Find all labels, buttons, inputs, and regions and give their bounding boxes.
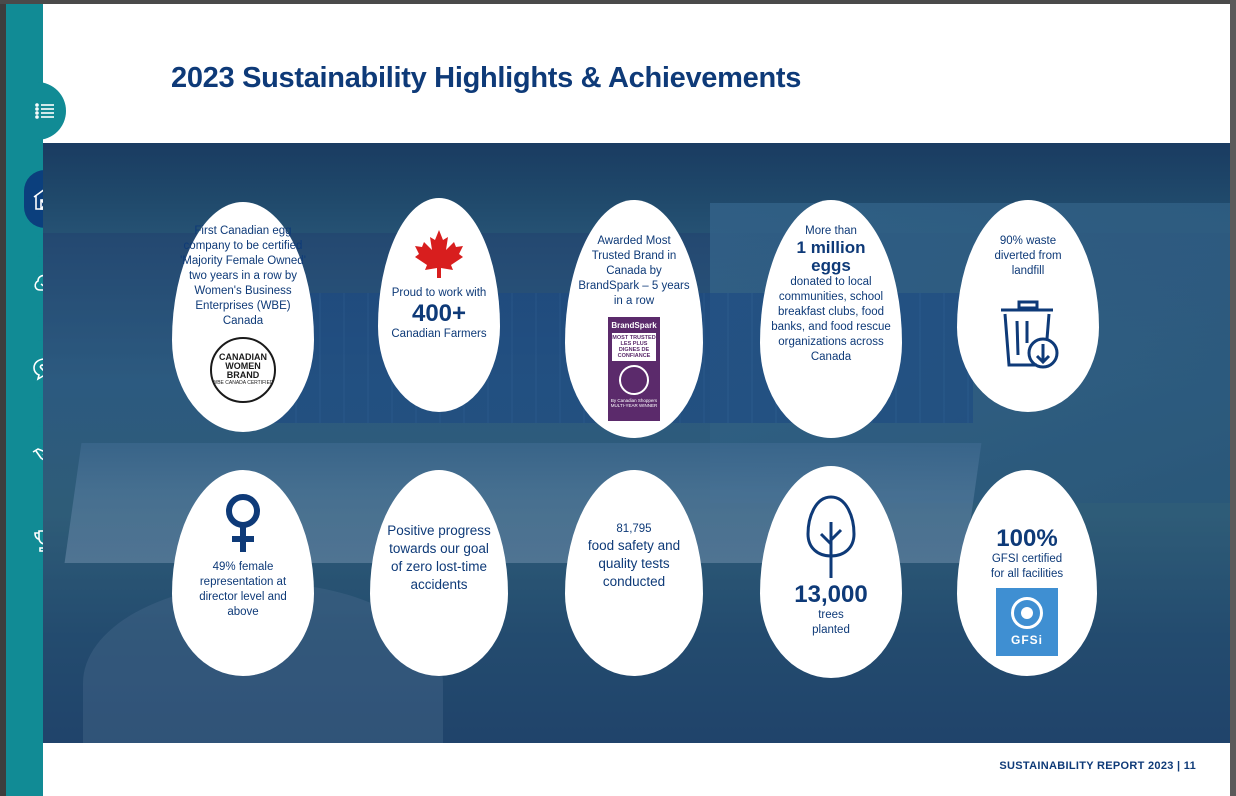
list-icon [31,97,59,125]
eggs-value-1: 1 million [796,238,866,257]
female-symbol-icon [223,492,263,554]
highlight-brandspark [565,200,703,438]
farmers-pre: Proud to work with [391,287,487,299]
trees-post: trees planted [812,609,850,636]
page-title: 2023 Sustainability Highlights & Achievements [171,62,802,94]
female-text: 49% female representation at director level and above [199,561,287,618]
tests-post: food safety and quality tests conducted [587,538,681,589]
waste-text: 90% waste diverted from landfill [994,235,1062,277]
tests-value: 81,795 [616,523,652,535]
brandspark-badge: BrandSpark MOST TRUSTED LES PLUS DIGNES DE CONFIANCE By Canadian Shoppers MULTI-YEAR WINNER [608,317,660,421]
trees-value: 13,000 [794,581,868,608]
farmers-post: Canadian Farmers [391,328,487,340]
brandspark-text: Awarded Most Trusted Brand in Canada by BrandSpark – 5 years in a row [578,235,690,307]
gfsi-logo: GFSi [996,588,1058,656]
recycling-bin-icon [995,299,1061,371]
eggs-post: donated to local communities, school breakfast clubs, food banks, and food rescue organizations across Canada [771,276,891,363]
eggs-pre: More than [805,225,857,237]
canadian-women-brand-badge: CANADIAN WOMEN BRAND WBE CANADA CERTIFIED [210,337,276,403]
gfsi-post: GFSI certified for all facilities [990,553,1064,580]
eggs-value-2: eggs [811,256,851,275]
gfsi-value: 100% [996,525,1058,552]
farmers-value: 400+ [411,300,467,327]
highlight-wbe [172,202,314,432]
wbe-text: First Canadian egg company to be certified 'Majority Female Owned' two years in a row by Women's Business Enterprises (WBE) Canada [180,225,306,327]
page-footer: SUSTAINABILITY REPORT 2023 | 11 [999,760,1196,772]
window-right-border [1230,0,1236,796]
window-top-border [0,0,1236,4]
tree-icon [803,494,859,580]
sidebar-item-contents[interactable] [24,82,66,140]
sidebar-edge [0,4,6,796]
maple-leaf-icon [413,228,465,280]
safety-text: Positive progress towards our goal of zero lost-time accidents [387,523,491,592]
